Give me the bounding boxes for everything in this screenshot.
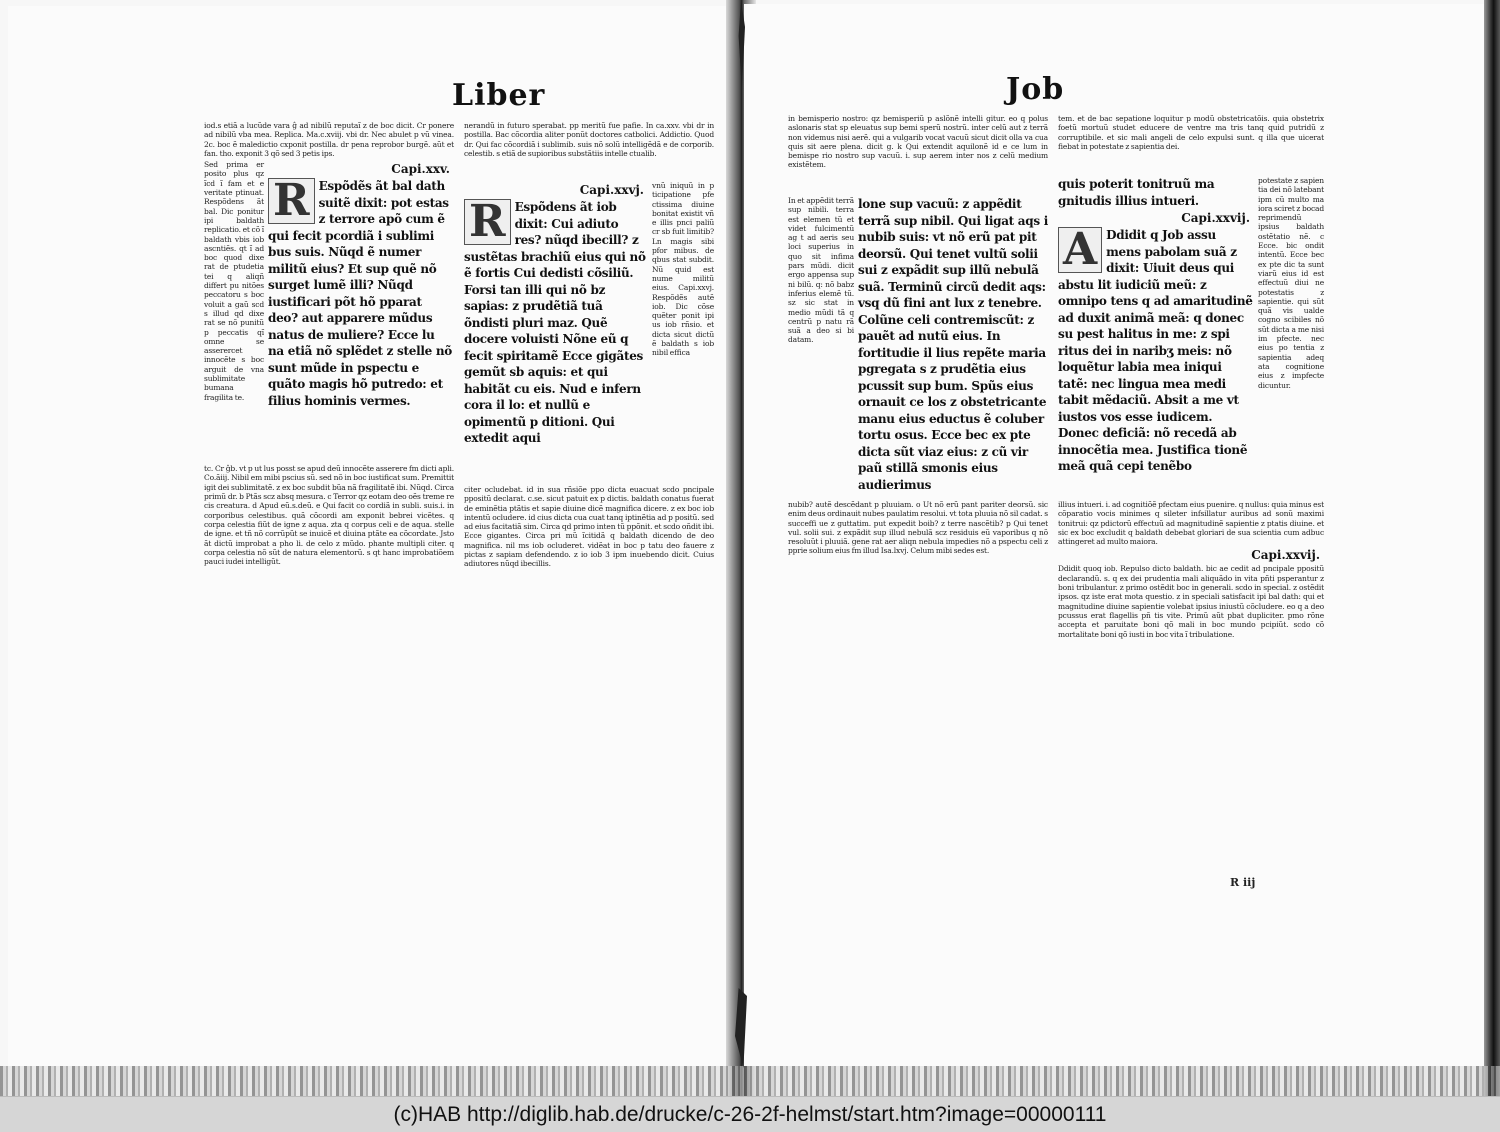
running-head-right: Job — [1006, 72, 1065, 107]
gloss-top: nerandũ in futuro sperabat. pp meritũ fue pafie. In ca.xxv. vbi dr in postilla. Bac cõcordia aliter ponũt doctores catbolici. Addictio. Quod dr. Qui fac cõcordiã i sublimib. suis nõ solũ intelligẽdã e de corporib. celestib. s etiã de supioribus substãtiis intelle ctualib. — [464, 121, 714, 158]
chapter-heading-2: Capi.xxvij. — [1251, 548, 1320, 563]
gloss-side: In et appẽdit terrã sup nibili. terra est elemen tũ et videt fulcimentũ ag t ad aeris seu loci superius in quo sit infima pars mũdi. dicit ergo appensa sup ni bilũ. q: nõ babz inferius elemẽ tũ. sz sic stat in medio mũdi tã q centrũ p natu rã suã a deo si bi datam. — [788, 196, 854, 345]
signature-mark: R iij — [1230, 876, 1256, 889]
gloss-top: in bemisperio nostro: qz bemisperiũ p aslõnẽ intelli gitur. eo q polus aslonaris stat sp eleuatus sup bemi sperũ nostrũ. inter celũ aut z terrã non videmus nisi aerẽ. qui a vulgarib vocat vacuũ sicut dicit olla va cua quis sit aere plena. dicit g. k Qui extendit aquilonẽ id e ce lum in bemispe rio nostro sup vacuũ. i. sup aerem inter nos z celũ medium existẽtem. — [788, 114, 1048, 170]
left-column-2 — [464, 121, 714, 851]
gloss-top: tem. et de bac sepatione loquitur p modũ obstetricatõis. quia obstetrix foetũ mortuũ studet educere de ventre ma tris tanq quid putridũ z corruptibile. et sic mali angeli de celo expulsi sunt. q illa que uicerat fiebat in potestate z sapientia dei. — [1058, 114, 1324, 151]
page-edge-shadow — [1484, 0, 1500, 1096]
chapter-heading: Capi.xxvij. — [1181, 211, 1250, 225]
right-page — [744, 4, 1492, 1066]
gloss-bottom-2: Ddidit quoq iob. Repulso dicto baldath. bic ae cedit ad pncipale ppositũ declarandũ. s. q ex dei prudentia mali aliquãdo in vita pñti psperantur z boni tribulantur. z primo ostẽdit boc in generali. scdo in special. z ostẽdit ipsos. qz iste erat mota questio. z in speciali satisfacit ipi bal dath: qui et magnitudine diuine sapientie volebat ipsius iniustũ cõcludere. eo q a deo pcussus erat flagellis pñ tis vite. Primũ aũt pbat dupliciter. pmo rõne accepta et paruitate boni qõ mali in boc mundo pcipiũt. scdo cõ mortalitate boni qõ iusti in boc vita ĩ tribulatione. — [1058, 564, 1324, 639]
main-text-intro: quis poterit tonitruũ ma gnitudis illius intueri. — [1058, 177, 1215, 208]
running-head-left: Liber — [452, 78, 546, 113]
gloss-bottom: citer ocludebat. id in sua rñsiõe ppo dicta euacuat scdo pncipale ppositũ declarat. c.se. sicut patuit ex p dictis. baldath conatus fuerat de eminẽtia ptãtis et sapie diuine dicẽ magnifica dicere. z ex boc iob intentũ ocludere. id cius dicta cua cuat tanq iptinẽtia ad p positũ. sed ad eius facitatiã sim. Circa qd primo inten tũ ppõnit. et scdo oñdit ibi. Ecce gigantes. Circa pri mũ ĩcitidã q baldath dicendo de deo magnifica. nil ms iob ocluderet. vidẽat in boc p tatu deo fauere z pictas z sapiam defendendo. z io iob 3 ipm inuebendo dicit. Cuius adiutores nũqd ibecillis. — [464, 485, 714, 569]
gloss-bottom: tc. Cr ĝb. vt p ut lus posst se apud deũ innocẽte asserere fm dicti apli. Co.ãiij. Nibil em mibi pscius sũ. sed nõ in boc iustificat sum. Premittit igit dei sublimitatẽ. z ex boc subdit bũa nã fragilitatẽ ibi. Nũqd. Circa primũ dr. b Ptãs scz absq mesura. c Terror qz eotam deo oẽs treme re cis creatura. d Apud eũ.s.deũ. e Qui facit co cordiã in subli. suis.i. in corporibus celestibus. quã cõcordi am exponit bebrei vicẽtes. q corpa celestia fiũt de igne z aqua. zta q corpus celi e de aqua. stelle de igne. et tñ nõ corrũpũt se inuicẽ et diuina ptãte ea cõcordate. Jsto ãt dictũ improbat a pho li. de celo z mũdo. phante multipli citer. q corpa celestia nõ sũt de natura elementorũ. s qt hanc improbatiõem pauci iudei intelligũt. — [204, 464, 454, 567]
main-text: Espõdens ãt iob dixit: Cui adiuto res? nũqd ibecill? z sustẽtas brachiũ eius qui nõ ẽ fortis Cui dedisti cõsiliũ. Forsi tan illi qui nõ bz sapias: z prudẽtiã tuã õndisti pluri maz. Quẽ docere voluisti Nõne eũ q fecit spiritamẽ Ecce gigãtes gemũt sb aquis: et qui habitãt cu eis. Nud e infern cora il lo: et nullũ e opimentũ p ditioni. Qui extedit aqui — [464, 200, 646, 445]
chapter-heading: Capi.xxv. — [391, 162, 450, 177]
footer-credit: (c)HAB http://diglib.hab.de/drucke/c-26-2f-helmst/start.htm?image=00000111 — [0, 1096, 1500, 1132]
right-column-2 — [1058, 114, 1324, 874]
gloss-side: vnũ iniquũ in p ticipatione pfe ctissima diuine bonitat existit vñ e illis pnci paliũ cr sb fuit limitib? Ln magis sibi pfor mibus. de qbus stat subdit. Nũ quid est nume militũ eius. Capi.xxvj. Respõdẽs autẽ iob. Dic cõse quẽter ponit ipi us iob rñsio. et dicta sicut dictũ ẽ baldath s iob nibil effica — [652, 181, 714, 358]
initial-r: R — [268, 178, 315, 224]
gloss-side: Sed prima er posito plus qz ĩcd ĩ fam et e veritate ptinuat. Respõdens ãt bal. Dic ponitur ipi baldath replicatio. et cõ ĩ baldath vbis iob ascntiẽs. qt ĩ ad boc quod dixe rat de ptudetia tei q aliqñ differt pu nitões peccatoru s boc voluit a gaũ scd s illud qd dixe rat se nõ punitũ p peccatis qĩ omne se asserercet innocẽte s boc arguit de vna sublimitate bumana fragilita te. — [204, 160, 264, 402]
main-text: lone sup vacuũ: z appẽdit terrã sup nibil. Qui ligat aqs i nubib suis: vt nõ erũ pat pit deorsũ. Qui tenet vultũ solii sui z expãdit sup illũ nebulã suã. Terminũ circũ dedit aqs: vsq dũ fini ant lux z tenebre. Colũne celi contremiscũt: z pauẽt ad nutũ eius. In fortitudie il lius repẽte maria pgregata s z prudẽtia eius pcussit sup bum. Spũs eius ornauit ce los z obstetricante manu eius eductus ẽ coluber tortu osus. Ecce bec ex pte dicta sũt viaz eius: z cũ vir paũ stillã smonis eius audierimus — [858, 197, 1048, 492]
chapter-heading: Capi.xxvj. — [579, 183, 644, 197]
main-text: Ddidit q Job assu mens pabolam suã z dixit: Uiuit deus qui abstu lit iudiciũ meũ: z omnipo tens q ad amaritudinẽ ad duxit animã meã: q donec su pest halitus in me: z spi ritus dei in naribʒ meis: nõ loquẽtur labia mea iniqui tatẽ: nec lingua mea medi tabit mẽdaciũ. Absit a me vt iustos vos esse iudicem. Donec deficiã: nõ recedã ab innocẽtia mea. Justifica tionẽ meã quã cepi tenẽbo — [1058, 228, 1253, 473]
scan-bottom-edge — [0, 1066, 1500, 1096]
gloss-side: potestate z sapien tia dei nõ latebant ipm cũ multo ma iora sciret z bocad reprimendũ ipsius baldath ostẽtatio nẽ. c Ecce. bic ondit intentũ. Ecce bec ex pte dic ta sunt viarũ eius id est effectuũ diui ne potestatis z sapientie. qui sũt quã vis ualde cogno scibiles nõ sũt dicta a me nisi im pfecte. nec eius po tentia z sapientia adeq ata cognitione eius z impfecte dicuntur. — [1258, 176, 1324, 390]
left-column-1 — [204, 121, 454, 851]
gloss-bottom: illius intueri. i. ad cognitiõẽ pfectam eius puenire. q nullus: quia minus est cõparatio vocis minimes q sileter infsillatur auribus ad sonũ maximi tonitrui: qz pdictorũ effectuũ ad magnitudinẽ sapientie z ptatis diuine. et sic ex boc excludit q baldath debebat gloriari de sua scientia cum adbuc attingeret ad multo maiora. — [1058, 500, 1324, 547]
initial-a: A — [1058, 227, 1102, 273]
initial-r: R — [464, 199, 511, 245]
main-text: Espõdẽs ãt bal dath suitẽ dixit: pot estas z terrore apõ cum ẽ qui fecit pcordiã i sublimi bus suis. Nũqd ẽ numer militũ eius? Et sup quẽ nõ surget lumẽ illi? Nũqd iustificari põt hõ pparat deo? aut apparere mũdus natus de muliere? Ecce lu na etiã nõ splẽdet z stelle nõ sunt mũde in pspectu e quãto magis hõ putredo: et filius hominis vermes. — [268, 179, 452, 408]
left-page — [8, 6, 731, 1066]
gloss-bottom: nubib? autẽ descẽdant p pluuiam. o Ut nõ erũ pant pariter deorsũ. sic enim deus ordinauit nubes paulatim resolui. vt tota pluuia nõ sil cadat. s succeffi ue z guttatim. put expedit boib? z terre nascẽtib? p Qui tenet vul. solii sui. z expãdit sup illud nebulã scz residuis eũ vaporibus q nõ resoluũt i pluuiã. gene rat aer aliqn nebula impedies nõ a pspectu celi z pprie solium eius fm illud Isa.lxvj. Celum mibi sedes est. — [788, 500, 1048, 556]
gloss-top: iod.s etiã a lucũde vara ĝ ad nibilũ reputaĩ z de boc dicit. Cr ponere ad nibilũ vba mea. Replica. Ma.c.xviij. vbi dr. Nec abulet p vũ vinea. 2c. boc ẽ maledictio cxponit postilla. dr pena reprobor burgẽ. aũt et fan. tho. exponit 3 qõ sed 3 petis ips. — [204, 121, 454, 158]
right-column-1 — [788, 114, 1048, 874]
